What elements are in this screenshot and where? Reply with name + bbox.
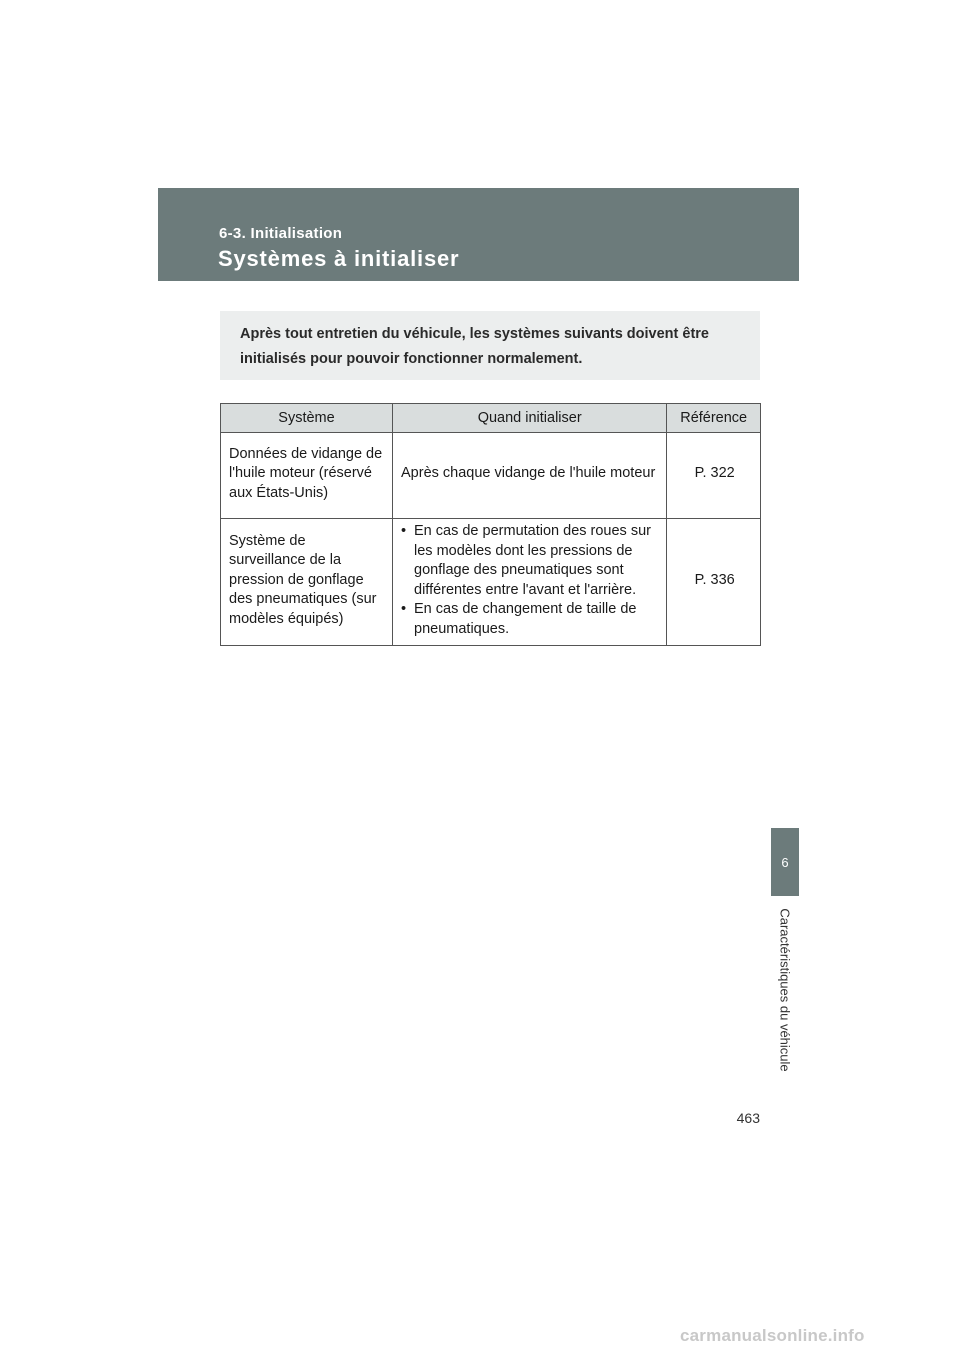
cell-reference: P. 336 bbox=[667, 519, 761, 646]
chapter-side-tab bbox=[771, 828, 799, 896]
when-list bbox=[401, 522, 660, 639]
chapter-number: 6 bbox=[781, 855, 789, 870]
column-header-system: Système bbox=[221, 404, 393, 433]
section-label: 6-3. Initialisation bbox=[219, 225, 343, 242]
cell-system: Données de vidange de l'huile moteur (réservé aux États-Unis) bbox=[221, 433, 393, 519]
list-item-text: En cas de permutation des roues sur les modèles dont les pressions de gonflage des pneumatiques sont différentes entre l'avant et l'arrière. bbox=[414, 523, 651, 598]
list-item bbox=[401, 600, 660, 639]
bullet-icon: • bbox=[401, 601, 407, 617]
cell-system: Système de surveillance de la pression de gonflage des pneumatiques (sur modèles équipés) bbox=[221, 519, 393, 646]
page-number: 463 bbox=[736, 1110, 760, 1126]
table-row bbox=[221, 519, 761, 646]
cell-when bbox=[393, 519, 667, 646]
intro-box bbox=[220, 311, 760, 380]
intro-text: Après tout entretien du véhicule, les systèmes suivants doivent être initialisés pour pouvoir fonctionner normalement. bbox=[240, 326, 709, 367]
watermark: carmanualsonline.info bbox=[680, 1326, 865, 1345]
list-item bbox=[401, 522, 660, 600]
list-item-text: En cas de changement de taille de pneumatiques. bbox=[414, 601, 637, 637]
systems-table bbox=[220, 403, 761, 646]
table-header-row bbox=[221, 404, 761, 433]
column-header-when: Quand initialiser bbox=[393, 404, 667, 433]
column-header-reference: Référence bbox=[667, 404, 761, 433]
chapter-header-band bbox=[158, 188, 799, 281]
cell-reference: P. 322 bbox=[667, 433, 761, 519]
cell-when: Après chaque vidange de l'huile moteur bbox=[393, 433, 667, 519]
chapter-title-vertical: Caractéristiques du véhicule bbox=[777, 908, 793, 1072]
bullet-icon: • bbox=[401, 523, 407, 539]
table-row bbox=[221, 433, 761, 519]
page-title: Systèmes à initialiser bbox=[218, 246, 460, 271]
